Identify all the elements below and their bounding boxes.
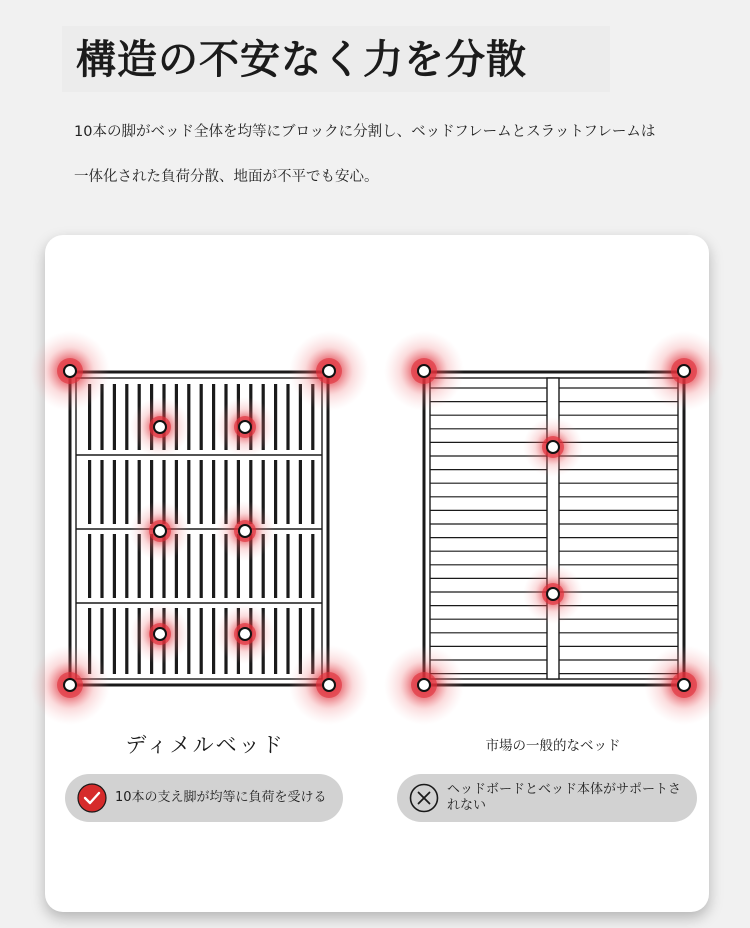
common-bed-issue-badge xyxy=(397,774,697,822)
slat-bar xyxy=(299,460,302,524)
slat-bar xyxy=(212,460,215,524)
slat-bar xyxy=(212,534,215,598)
slat-bar xyxy=(212,608,215,674)
support-point-marker xyxy=(130,397,190,457)
slat-bar xyxy=(274,534,277,598)
slat-bar xyxy=(212,384,215,450)
slat-bar xyxy=(113,384,116,450)
slat-bar xyxy=(200,460,203,524)
support-point-marker xyxy=(30,331,110,411)
support-point-marker xyxy=(384,331,464,411)
slat-bar xyxy=(125,534,128,598)
support-point-marker xyxy=(523,417,583,477)
description-line-2: 一体化された負荷分散、地面が不平でも安心。 xyxy=(74,169,379,185)
slat-bar xyxy=(113,534,116,598)
slat-bar xyxy=(125,384,128,450)
support-point-marker xyxy=(130,604,190,664)
support-point-marker xyxy=(215,604,275,664)
slat-bar xyxy=(274,460,277,524)
slat-bar xyxy=(125,608,128,674)
slat-bar xyxy=(286,534,289,598)
support-point-marker xyxy=(289,331,369,411)
page-headline: 構造の不安なく力を分散 xyxy=(76,37,527,83)
slat-bar xyxy=(274,608,277,674)
common-bed-title: 市場の一般的なベッド xyxy=(485,738,621,754)
slat-bar xyxy=(100,460,103,524)
dimel-feature-text: 10本の支え脚が均等に負荷を受ける xyxy=(115,790,327,805)
slat-bar xyxy=(100,534,103,598)
support-point-marker xyxy=(384,645,464,725)
slat-bar xyxy=(200,384,203,450)
slat-bar xyxy=(200,608,203,674)
x-circle-icon xyxy=(409,783,439,813)
support-point-marker xyxy=(130,501,190,561)
slat-bar xyxy=(125,460,128,524)
slat-bar xyxy=(286,460,289,524)
slat-bar xyxy=(88,534,91,598)
check-circle-icon xyxy=(77,783,107,813)
slat-bar xyxy=(311,534,314,598)
support-point-marker xyxy=(644,331,724,411)
dimel-bed-diagram xyxy=(70,372,328,685)
slat-bar xyxy=(286,384,289,450)
dimel-bed-title: ディメルベッド xyxy=(125,733,285,757)
slat-bar xyxy=(113,460,116,524)
slat-bar xyxy=(187,460,190,524)
dimel-feature-badge xyxy=(65,774,343,822)
slat-bar xyxy=(311,460,314,524)
slat-bar xyxy=(299,534,302,598)
support-point-marker xyxy=(215,501,275,561)
description-line-1: 10本の脚がベッド全体を均等にブロックに分割し、ベッドフレームとスラットフレームは xyxy=(74,124,656,140)
support-point-marker xyxy=(644,645,724,725)
slat-bar xyxy=(113,608,116,674)
slat-bar xyxy=(286,608,289,674)
support-point-marker xyxy=(30,645,110,725)
support-point-marker xyxy=(523,564,583,624)
slat-bar xyxy=(187,534,190,598)
common-bed-issue-text: ヘッドボードとベッド本体がサポートされない xyxy=(447,782,682,813)
support-point-marker xyxy=(289,645,369,725)
slat-bar xyxy=(274,384,277,450)
support-point-marker xyxy=(215,397,275,457)
slat-bar xyxy=(200,534,203,598)
slat-bar xyxy=(88,460,91,524)
